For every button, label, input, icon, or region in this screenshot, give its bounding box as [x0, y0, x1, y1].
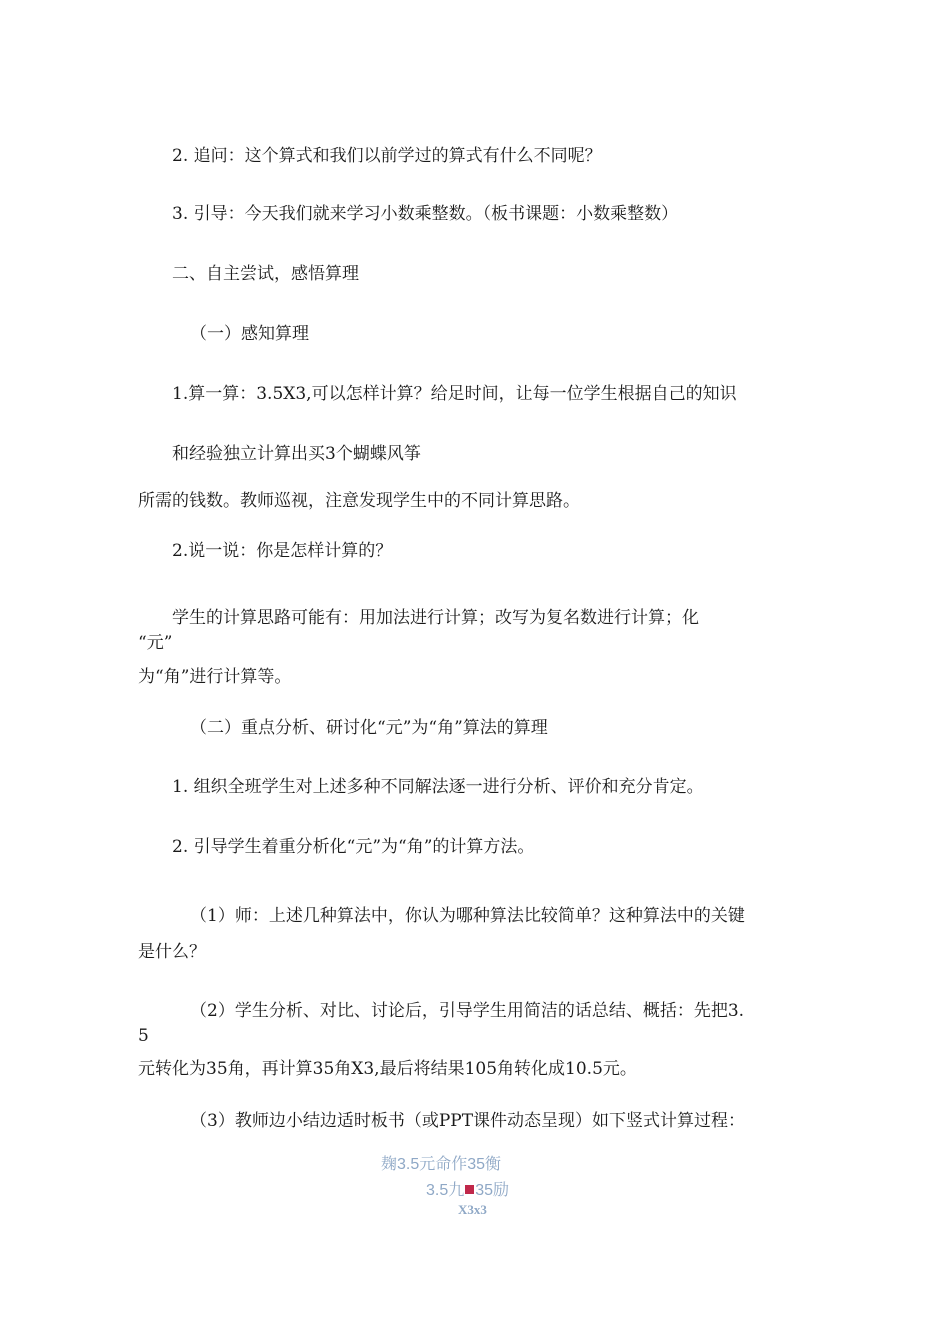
- text-line: 2.说一说：你是怎样计算的？: [172, 541, 393, 561]
- calc-text: 35励: [475, 1182, 510, 1199]
- text-line: 元转化为35角，再计算35角X3,最后将结果105角转化成10.5元。: [138, 1059, 637, 1079]
- text-line: 3. 引导：今天我们就来学习小数乘整数。（板书课题：小数乘整数）: [172, 204, 679, 224]
- calc-text: 3.5九: [426, 1182, 465, 1199]
- text-line: 2. 引导学生着重分析化“元”为“角”的计算方法。: [172, 837, 535, 857]
- text-line: 学生的计算思路可能有：用加法进行计算；改写为复名数进行计算；化: [172, 608, 699, 628]
- text-line: （1）师：上述几种算法中，你认为哪种算法比较简单？这种算法中的关键: [190, 906, 745, 926]
- calc-line: [426, 1181, 509, 1201]
- text-line: 5: [138, 1026, 149, 1046]
- calc-line: X3x3: [458, 1202, 487, 1217]
- text-line: （2）学生分析、对比、讨论后，引导学生用简洁的话总结、概括：先把3.: [190, 1001, 745, 1021]
- section-heading: 二、自主尝试，感悟算理: [172, 264, 359, 284]
- subsection-heading: （二）重点分析、研讨化“元”为“角”算法的算理: [190, 718, 548, 738]
- text-line: 为“角”进行计算等。: [138, 667, 292, 687]
- text-line: （3）教师边小结边适时板书（或PPT课件动态呈现）如下竖式计算过程：: [190, 1111, 746, 1131]
- text-line: 2. 追问：这个算式和我们以前学过的算式有什么不同呢？: [172, 146, 602, 166]
- text-line: 1. 组织全班学生对上述多种不同解法逐一进行分析、评价和充分肯定。: [172, 777, 704, 797]
- text-line: 1.算一算：3.5X3,可以怎样计算？给足时间，让每一位学生根据自己的知识: [172, 384, 737, 404]
- text-line: 和经验独立计算出买3个蝴蝶风筝: [172, 444, 421, 464]
- text-line: 是什么？: [138, 942, 206, 962]
- calc-line: 麹3.5元命作35衡: [381, 1156, 502, 1173]
- highlight-marker: [465, 1185, 474, 1194]
- subsection-heading: （一）感知算理: [190, 324, 309, 344]
- text-line: “元”: [138, 633, 173, 653]
- text-line: 所需的钱数。教师巡视，注意发现学生中的不同计算思路。: [138, 491, 580, 511]
